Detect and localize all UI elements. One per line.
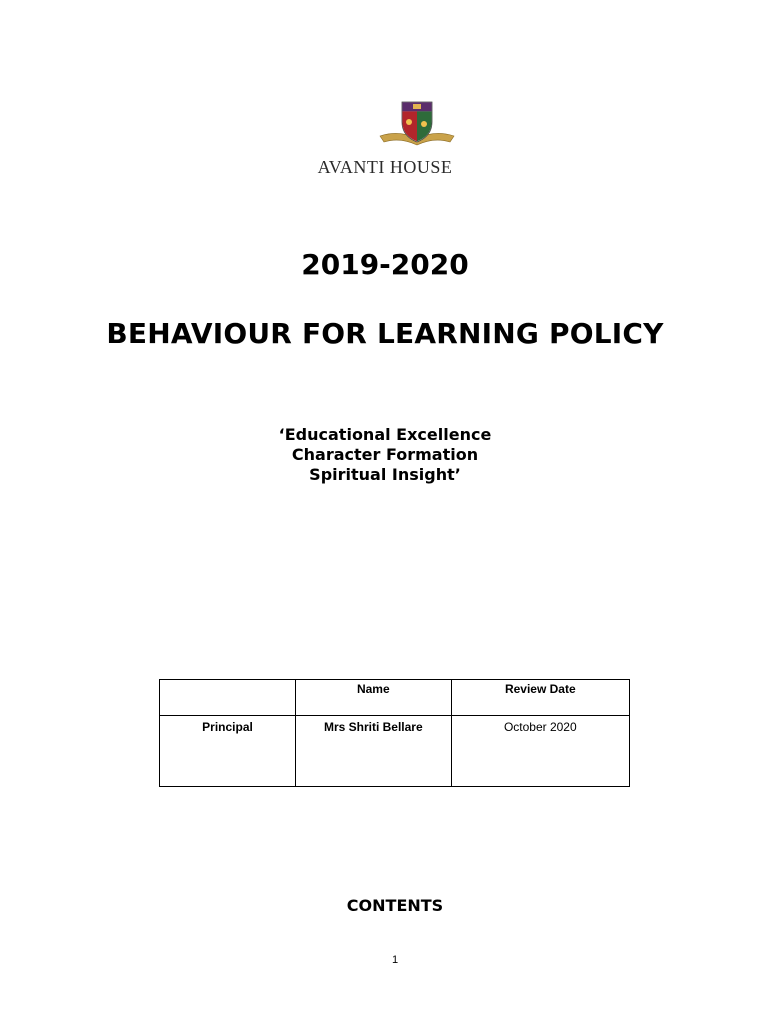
school-crest-icon — [378, 100, 456, 152]
table-cell-name: Mrs Shriti Bellare — [296, 716, 452, 787]
school-motto — [0, 425, 770, 485]
motto-line: ‘Educational Excellence — [278, 425, 492, 444]
motto-line: Spiritual Insight’ — [309, 465, 461, 484]
table-header-row — [160, 680, 630, 716]
policy-years: 2019-2020 — [301, 248, 469, 281]
school-name: AVANTI HOUSE — [317, 157, 453, 177]
table-header-cell: Name — [296, 680, 452, 716]
table-row — [160, 716, 630, 787]
policy-title: BEHAVIOUR FOR LEARNING POLICY — [106, 317, 664, 350]
table-cell-review-date: October 2020 — [451, 716, 629, 787]
contents-heading: CONTENTS — [346, 896, 444, 915]
table-header-cell: Review Date — [451, 680, 629, 716]
table-cell-role: Principal — [160, 716, 296, 787]
motto-line: Character Formation — [291, 445, 479, 464]
review-table — [159, 679, 630, 787]
table-header-cell — [160, 680, 296, 716]
page-number: 1 — [391, 954, 399, 966]
